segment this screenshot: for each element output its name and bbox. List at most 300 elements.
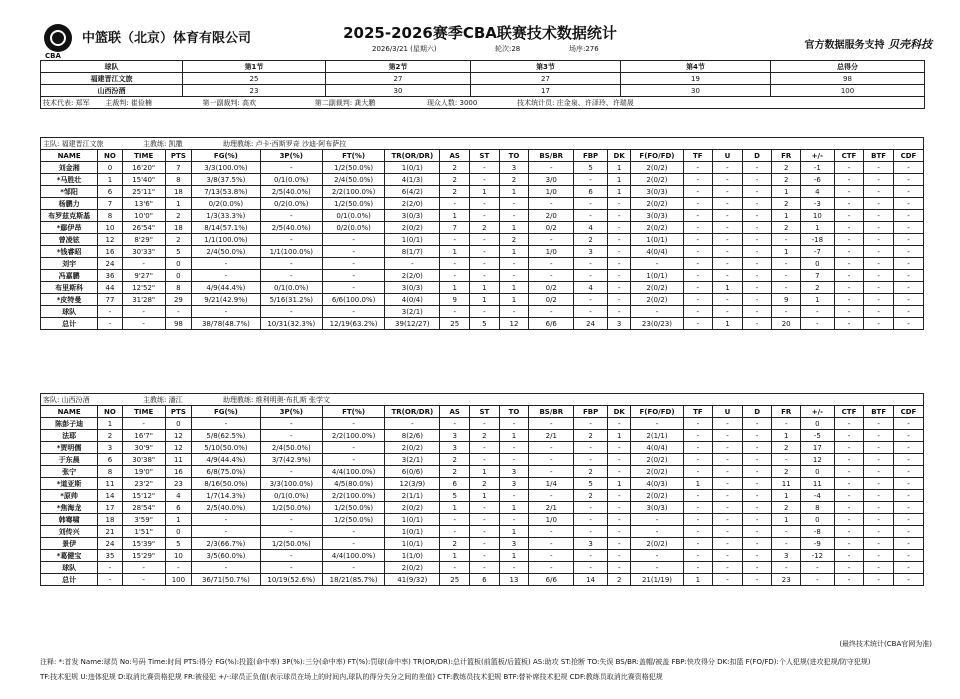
player-row xyxy=(41,442,924,454)
stat-cell: 1'51" xyxy=(122,526,165,538)
stat-cell: - xyxy=(260,234,322,246)
stat-cell: - xyxy=(864,442,894,454)
stat-cell: - xyxy=(607,222,630,234)
stat-cell: - xyxy=(440,306,470,318)
stat-cell: - xyxy=(683,514,713,526)
stat-cell: - xyxy=(683,294,713,306)
stat-cell: 2 xyxy=(772,442,801,454)
summary-cell: 17 xyxy=(471,85,621,97)
stat-cell: - xyxy=(499,442,529,454)
player-row xyxy=(41,466,924,478)
final-stats-note: (最终技术统计(CBA官网为准) xyxy=(839,640,932,648)
stat-cell: 44 xyxy=(98,282,123,294)
stat-cell: - xyxy=(772,306,801,318)
stat-cell: - xyxy=(893,198,923,210)
stat-cell: 35 xyxy=(98,550,123,562)
stat-cell: - xyxy=(607,258,630,270)
stat-cell: - xyxy=(713,562,743,574)
stat-cell: - xyxy=(260,526,322,538)
stat-cell: - xyxy=(834,174,864,186)
stat-cell: - xyxy=(607,562,630,574)
stat-cell: - xyxy=(529,258,574,270)
stat-cell: - xyxy=(607,198,630,210)
stat-cell: - xyxy=(893,550,923,562)
column-header: FR xyxy=(772,406,801,418)
stat-cell: - xyxy=(893,562,923,574)
column-header: TO xyxy=(499,406,529,418)
stat-cell: 1/2(50.0%) xyxy=(322,162,384,174)
summary-col: 第4节 xyxy=(621,61,771,73)
assistant-coaches: 助理教练: 卢卡·西斯罗奇 沙迪·阿布萨拉 xyxy=(223,139,347,148)
stat-cell: - xyxy=(529,306,574,318)
stat-cell: - xyxy=(529,162,574,174)
stat-cell: 0 xyxy=(800,258,834,270)
summary-col: 总得分 xyxy=(771,61,925,73)
player-row xyxy=(41,210,924,222)
team-name: 主队: 福建晋江文旅 xyxy=(43,139,104,148)
stat-cell: - xyxy=(440,198,470,210)
stat-cell: 2/5(40.0%) xyxy=(192,502,260,514)
team-head-row xyxy=(41,394,924,406)
stat-cell: - xyxy=(713,306,743,318)
stat-cell: - xyxy=(260,418,322,430)
stat-cell: - xyxy=(683,454,713,466)
column-header: BTF xyxy=(864,406,894,418)
stat-cell: - xyxy=(499,490,529,502)
stat-cell: - xyxy=(834,318,864,330)
stat-cell: -18 xyxy=(800,234,834,246)
player-row xyxy=(41,318,924,330)
stat-cell: 3/3(100.0%) xyxy=(192,162,260,174)
stat-cell: - xyxy=(322,442,384,454)
stat-cell: 6 xyxy=(98,186,123,198)
stat-cell: - xyxy=(683,306,713,318)
stat-cell: - xyxy=(834,454,864,466)
stat-cell: 28'54" xyxy=(122,502,165,514)
stat-cell: 2(0/2) xyxy=(385,502,440,514)
stat-cell: 18 xyxy=(165,222,192,234)
stat-cell: 11 xyxy=(801,478,835,490)
stat-cell: - xyxy=(893,246,923,258)
stat-cell: 98 xyxy=(165,318,192,330)
stat-cell: 4(1/3) xyxy=(385,174,440,186)
stat-cell: - xyxy=(772,418,801,430)
stat-cell: - xyxy=(165,562,192,574)
stat-cell: 1/2(50.0%) xyxy=(260,502,322,514)
stat-cell: - xyxy=(499,258,529,270)
stat-cell: 16'7" xyxy=(122,430,165,442)
stat-cell: 刘传兴 xyxy=(41,526,98,538)
stat-cell: 24 xyxy=(574,318,608,330)
player-row xyxy=(41,538,924,550)
stat-cell: - xyxy=(713,234,743,246)
stat-cell: *焦海龙 xyxy=(41,502,98,514)
stat-cell: 15'12" xyxy=(122,490,165,502)
column-header: FG(%) xyxy=(192,406,260,418)
stat-cell: 3 xyxy=(499,538,529,550)
player-row xyxy=(41,270,924,282)
stat-cell: 0/1(0.0%) xyxy=(260,490,322,502)
stat-cell: 2 xyxy=(440,174,470,186)
legend-note-1: 注释: *:首发 Name:球员 No:号码 Time:时间 PTS:得分 FG(%):投篮(命中率) 3P(%):三分(命中率) FT(%):罚球(命中率) TR(OR/DR):总计篮板(前篮板/后篮板) AS:助攻 ST:抢断 TO:失误 BS/BR:盖帽/被盖 FBP:快攻得分 DK:扣篮 F(FO/FD):个人犯规(进攻犯规/防守犯规) xyxy=(40,658,871,666)
stat-cell: 1 xyxy=(470,466,500,478)
stat-cell: 5 xyxy=(470,318,500,330)
stat-cell: -3 xyxy=(800,198,834,210)
stat-cell: 0 xyxy=(98,162,123,174)
stat-cell: 2 xyxy=(607,574,630,586)
stat-cell: 6(0/6) xyxy=(385,466,440,478)
stat-cell: 4 xyxy=(165,490,192,502)
stat-cell: - xyxy=(631,306,683,318)
stat-cell: 7 xyxy=(800,270,834,282)
stat-cell: 21(1/19) xyxy=(631,574,683,586)
stat-cell: 9 xyxy=(440,294,470,306)
stat-cell: - xyxy=(683,246,713,258)
team2-stats-table xyxy=(40,393,924,586)
player-row xyxy=(41,418,924,430)
stat-cell: - xyxy=(834,562,864,574)
stat-cell: - xyxy=(864,210,894,222)
stat-cell: - xyxy=(742,210,772,222)
stat-cell: 12 xyxy=(98,234,123,246)
stat-cell: 2 xyxy=(574,490,608,502)
stat-cell: 2/5(40.0%) xyxy=(260,222,322,234)
legend-note-2: TF:技术犯规 U:违体犯规 D:取消比赛资格犯规 FR:被侵犯 +/-:球员正负值(表示球员在场上的时间内,球队的得分失分之间的差值) CTF:教练员技术犯规 BTF:替补席技术犯规 CDF:教练员取消比赛资格犯规 xyxy=(40,673,663,681)
stat-cell: - xyxy=(529,466,574,478)
stat-cell: - xyxy=(683,174,713,186)
stat-cell: - xyxy=(683,222,713,234)
stat-cell: - xyxy=(470,246,500,258)
stat-cell: 球队 xyxy=(41,562,98,574)
stat-cell: - xyxy=(742,270,772,282)
stat-cell: - xyxy=(864,246,894,258)
stat-cell: - xyxy=(893,306,923,318)
stat-cell: - xyxy=(470,210,500,222)
stat-cell: - xyxy=(742,418,772,430)
column-header: TO xyxy=(499,150,529,162)
stat-cell: - xyxy=(499,306,529,318)
stat-cell: 39(12/27) xyxy=(385,318,440,330)
stat-cell: - xyxy=(470,198,500,210)
stat-cell: - xyxy=(742,490,772,502)
stat-cell: - xyxy=(893,442,923,454)
stat-cell: - xyxy=(607,234,630,246)
assistant-coaches: 助理教练: 维利明奥·布扎斯 张学文 xyxy=(223,395,331,404)
stat-cell: 6(4/2) xyxy=(385,186,440,198)
stat-cell: - xyxy=(574,562,608,574)
stat-cell: 6 xyxy=(574,186,608,198)
organization-name: 中篮联（北京）体育有限公司 xyxy=(82,31,252,46)
summary-col: 第2节 xyxy=(326,61,471,73)
stat-cell: 9/21(42.9%) xyxy=(192,294,260,306)
stat-cell: 1/2(50.0%) xyxy=(322,514,384,526)
stat-cell: 1 xyxy=(499,550,529,562)
stat-cell: - xyxy=(631,418,683,430)
stat-cell: 6/6 xyxy=(529,574,574,586)
stat-cell: 3 xyxy=(499,478,529,490)
stat-cell: - xyxy=(631,526,683,538)
stat-cell: 2(1/1) xyxy=(385,490,440,502)
stat-cell: 11 xyxy=(165,454,192,466)
column-header: U xyxy=(713,150,743,162)
umpire-1: 第一副裁判: 高欢 xyxy=(202,98,257,107)
stat-cell: - xyxy=(607,210,630,222)
stat-cell: 9'27" xyxy=(122,270,165,282)
stat-cell: 14 xyxy=(98,490,123,502)
stat-cell: - xyxy=(683,466,713,478)
stat-cell: 15'40" xyxy=(122,174,165,186)
stat-cell: - xyxy=(322,234,384,246)
stat-cell: - xyxy=(834,282,864,294)
stat-cell: 1 xyxy=(683,574,713,586)
stat-cell: - xyxy=(322,454,384,466)
stat-cell: 2(0/2) xyxy=(631,282,683,294)
stat-cell: - xyxy=(864,318,894,330)
stat-cell: 1/2(50.0%) xyxy=(260,538,322,550)
stat-cell: - xyxy=(834,526,864,538)
stat-cell: 7 xyxy=(165,162,192,174)
summary-cell: 30 xyxy=(621,85,771,97)
column-header: CDF xyxy=(893,150,923,162)
stat-cell: -12 xyxy=(801,550,835,562)
stat-cell: 3(0/3) xyxy=(631,210,683,222)
stat-cell: - xyxy=(864,574,894,586)
stat-cell: - xyxy=(800,318,834,330)
column-header: U xyxy=(713,406,743,418)
stat-cell: - xyxy=(713,246,743,258)
stat-cell: - xyxy=(834,478,864,490)
stat-cell: -5 xyxy=(801,430,835,442)
stat-cell: 张宁 xyxy=(41,466,98,478)
stat-cell: 10'0" xyxy=(122,210,165,222)
column-header: DK xyxy=(607,406,630,418)
stat-cell: - xyxy=(834,490,864,502)
stat-cell: - xyxy=(864,198,894,210)
stat-cell: - xyxy=(713,526,743,538)
stat-cell: 1/4 xyxy=(529,478,574,490)
stat-cell: - xyxy=(192,418,260,430)
stat-cell: 3 xyxy=(440,442,470,454)
stat-cell: 10/19(52.6%) xyxy=(260,574,322,586)
stat-cell: - xyxy=(574,294,608,306)
stat-cell: - xyxy=(742,198,772,210)
stat-cell: 20 xyxy=(772,318,801,330)
stat-cell: - xyxy=(713,198,743,210)
stat-cell: *邹阳 xyxy=(41,186,98,198)
stat-cell: 4/4(100.0%) xyxy=(322,550,384,562)
sponsor-name: 贝壳科技 xyxy=(888,38,932,51)
stat-cell: - xyxy=(607,270,630,282)
player-row xyxy=(41,198,924,210)
stat-cell: - xyxy=(713,502,743,514)
stat-cell: 1 xyxy=(499,246,529,258)
stat-cell: - xyxy=(713,162,743,174)
stat-cell: - xyxy=(772,234,801,246)
stat-cell: 5 xyxy=(165,246,192,258)
stat-cell: 1 xyxy=(772,514,801,526)
summary-col: 第1节 xyxy=(183,61,326,73)
stat-cell: 31'28" xyxy=(122,294,165,306)
summary-cell: 100 xyxy=(771,85,925,97)
summary-cell: 27 xyxy=(326,73,471,85)
stat-cell: - xyxy=(529,562,574,574)
stat-cell: 17 xyxy=(98,502,123,514)
team-head-row xyxy=(41,138,924,150)
stat-cell: 29 xyxy=(165,294,192,306)
stat-cell: 7 xyxy=(98,198,123,210)
stat-cell: - xyxy=(893,210,923,222)
stat-cell: 1 xyxy=(470,294,500,306)
stat-cell: - xyxy=(574,514,608,526)
stat-cell: 1/2(50.0%) xyxy=(322,198,384,210)
stat-cell: - xyxy=(260,162,322,174)
stat-cell: 8 xyxy=(801,502,835,514)
stat-cell: 3 xyxy=(440,430,470,442)
stat-cell: 0 xyxy=(165,418,192,430)
stat-cell: 法耶 xyxy=(41,430,98,442)
stat-cell: 2 xyxy=(470,430,500,442)
stat-cell: 6 xyxy=(440,478,470,490)
stat-cell: - xyxy=(834,246,864,258)
stat-cell: 1 xyxy=(499,526,529,538)
stat-cell: - xyxy=(631,514,683,526)
column-header: +/- xyxy=(801,406,835,418)
stat-cell: - xyxy=(864,294,894,306)
stat-cell: - xyxy=(529,418,574,430)
stat-cell: 2(0/2) xyxy=(385,442,440,454)
stat-cell: 冯嘉鹏 xyxy=(41,270,98,282)
summary-cell: 山西汾酒 xyxy=(41,85,183,97)
stat-cell: 布里斯科 xyxy=(41,282,98,294)
stat-cell: -9 xyxy=(801,538,835,550)
report-title: 2025-2026赛季CBA联赛技术数据统计 xyxy=(343,24,617,42)
stat-cell: 2 xyxy=(499,234,529,246)
stat-cell: - xyxy=(683,502,713,514)
stat-cell: - xyxy=(470,174,500,186)
stat-cell: - xyxy=(834,210,864,222)
stat-cell: 8'29" xyxy=(122,234,165,246)
stat-cell: 2 xyxy=(165,210,192,222)
stat-cell: 4/5(80.0%) xyxy=(322,478,384,490)
column-header: FBP xyxy=(574,406,608,418)
stat-cell: 3 xyxy=(98,442,123,454)
stat-cell: - xyxy=(683,490,713,502)
stat-cell: - xyxy=(98,562,123,574)
stat-cell: 2(2/0) xyxy=(385,198,440,210)
stat-cell: - xyxy=(683,526,713,538)
attendance: 现众人数: 3000 xyxy=(426,98,478,107)
stat-cell: 10 xyxy=(98,222,123,234)
stat-cell: - xyxy=(440,562,470,574)
stat-cell: 1(0/1) xyxy=(385,514,440,526)
stat-cell: - xyxy=(713,454,743,466)
stat-cell: *钱睿昭 xyxy=(41,246,98,258)
stat-cell: *葛健宝 xyxy=(41,550,98,562)
stat-cell: 5 xyxy=(440,490,470,502)
stat-cell: 14 xyxy=(574,574,608,586)
stat-cell: - xyxy=(683,198,713,210)
stat-cell: 1 xyxy=(607,186,630,198)
stat-cell: 0 xyxy=(165,270,192,282)
stat-cell: - xyxy=(713,186,743,198)
column-header: TIME xyxy=(122,150,165,162)
stat-cell: - xyxy=(772,270,801,282)
column-header: BS/BR xyxy=(529,406,574,418)
stat-cell: 100 xyxy=(165,574,192,586)
stat-cell: - xyxy=(772,454,801,466)
stat-cell: - xyxy=(742,442,772,454)
stat-cell: - xyxy=(529,198,574,210)
summary-row xyxy=(41,85,925,97)
stat-cell: - xyxy=(529,234,574,246)
stat-cell: - xyxy=(713,538,743,550)
stat-cell: - xyxy=(713,294,743,306)
stat-cell: 1 xyxy=(683,478,713,490)
stat-cell: 1 xyxy=(772,490,801,502)
player-row xyxy=(41,430,924,442)
stat-cell: 0/2(0.0%) xyxy=(260,198,322,210)
stat-cell: 0/2 xyxy=(529,294,574,306)
column-header: ST xyxy=(470,406,500,418)
stat-cell: - xyxy=(607,466,630,478)
stat-cell: - xyxy=(98,318,123,330)
stat-cell: - xyxy=(742,550,772,562)
stat-cell: *马胜壮 xyxy=(41,174,98,186)
stat-cell: 1 xyxy=(772,430,801,442)
stat-cell: 21 xyxy=(98,526,123,538)
stat-cell: 0/2(0.0%) xyxy=(192,198,260,210)
stat-cell: - xyxy=(260,210,322,222)
stat-cell: - xyxy=(192,306,260,318)
stat-cell: - xyxy=(499,514,529,526)
stat-cell: - xyxy=(772,538,801,550)
stat-cell: 15'39" xyxy=(122,538,165,550)
stat-cell: 2(0/2) xyxy=(631,490,683,502)
stat-cell: - xyxy=(864,538,894,550)
stat-cell: 24 xyxy=(98,258,123,270)
stat-cell: 18 xyxy=(98,514,123,526)
stat-cell: 0 xyxy=(801,466,835,478)
stat-cell: - xyxy=(529,270,574,282)
stat-cell: - xyxy=(499,270,529,282)
stat-cell: 2/4(50.0%) xyxy=(192,246,260,258)
stat-cell: 2 xyxy=(98,430,123,442)
stat-cell: - xyxy=(192,258,260,270)
stat-cell: 2 xyxy=(574,466,608,478)
stat-cell: - xyxy=(713,174,743,186)
stat-cell: - xyxy=(834,430,864,442)
summary-cell: 23 xyxy=(183,85,326,97)
stat-cell: - xyxy=(529,454,574,466)
stat-cell: *鄢伊昂 xyxy=(41,222,98,234)
stat-cell: - xyxy=(864,222,894,234)
stat-cell: 4/9(44.4%) xyxy=(192,454,260,466)
column-header: NO xyxy=(98,406,123,418)
stat-cell: 3(2/1) xyxy=(385,306,440,318)
stat-cell: - xyxy=(322,538,384,550)
stat-cell: - xyxy=(470,550,500,562)
stat-cell: - xyxy=(607,526,630,538)
stat-cell: 2(0/2) xyxy=(631,198,683,210)
officials-row xyxy=(41,97,925,109)
player-row xyxy=(41,306,924,318)
stat-cell: 3 xyxy=(574,538,608,550)
stat-cell: - xyxy=(574,418,608,430)
game-number: 场序:276 xyxy=(569,45,599,53)
stat-cell: 2/4(50.0%) xyxy=(260,442,322,454)
stat-cell: - xyxy=(893,318,923,330)
stat-cell: 2/3(66.7%) xyxy=(192,538,260,550)
